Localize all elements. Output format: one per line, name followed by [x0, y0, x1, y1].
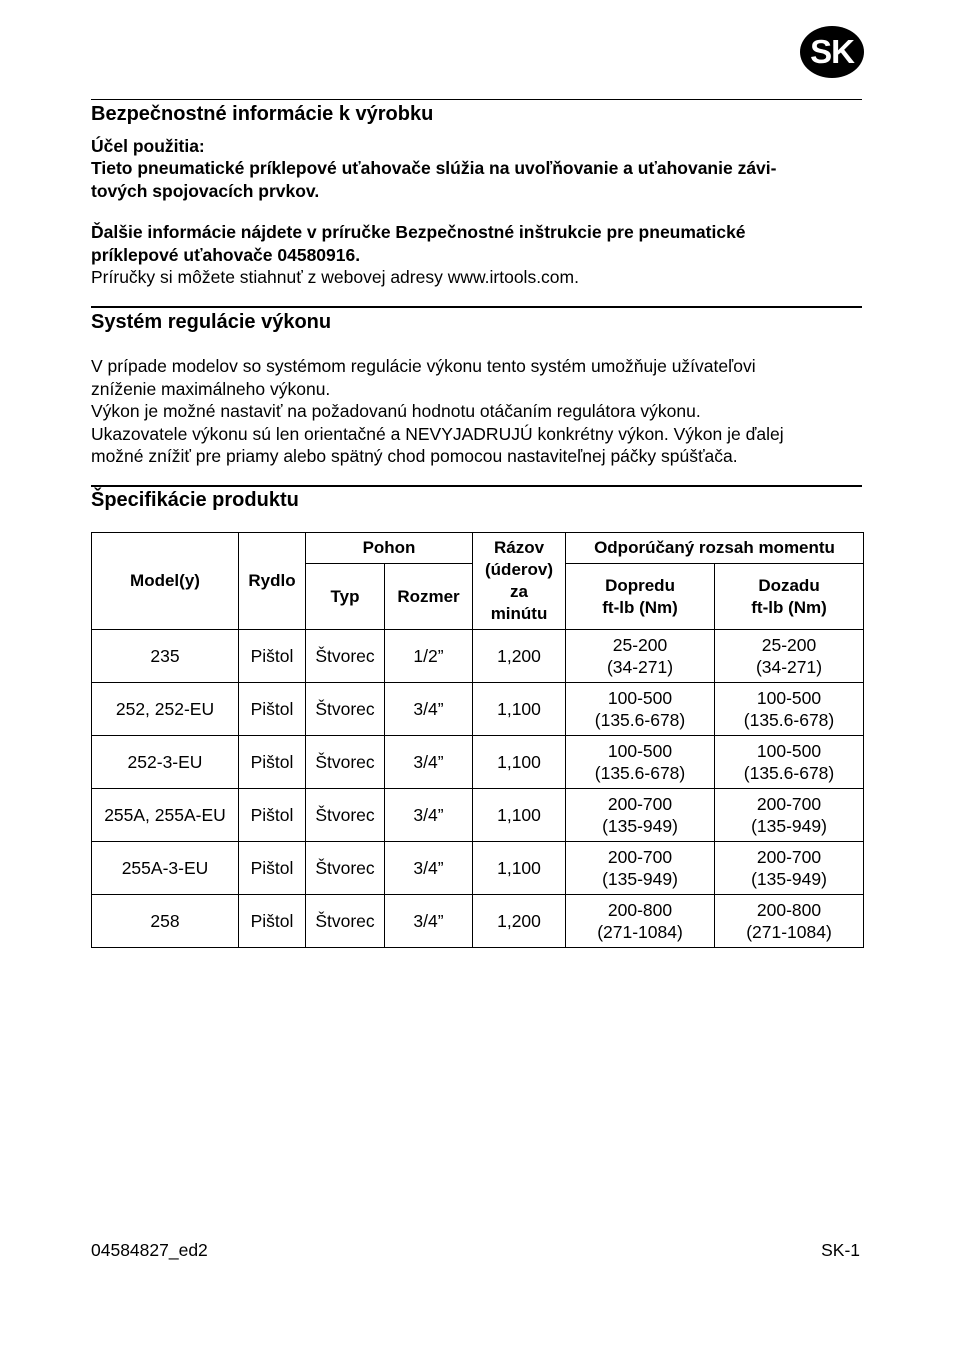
purpose-line-1: Tieto pneumatické príklepové uťahovače slúžia na uvoľňovanie a uťahovanie závi- [91, 158, 777, 178]
document-id: 04584827_ed2 [91, 1240, 208, 1260]
cell-model: 252-3-EU [92, 736, 239, 789]
cell-size: 3/4” [385, 842, 473, 895]
header-handle: Rydlo [239, 533, 306, 630]
cell-model: 252, 252-EU [92, 683, 239, 736]
section-title-specifications: Špecifikácie produktu [91, 489, 299, 511]
cell-model: 235 [92, 630, 239, 683]
table-row [92, 895, 864, 948]
header-forward: Dopredu ft-lb (Nm) [566, 564, 715, 630]
divider-top [91, 99, 862, 100]
cell-size: 1/2” [385, 630, 473, 683]
download-note: Príručky si môžete stiahnuť z webovej adresy www.irtools.com. [91, 267, 579, 287]
cell-bpm: 1,100 [473, 736, 566, 789]
cell-forward: 25-200 (34-271) [566, 630, 715, 683]
cell-bpm: 1,200 [473, 895, 566, 948]
cell-handle: Pištol [239, 630, 306, 683]
cell-bpm: 1,100 [473, 789, 566, 842]
cell-size: 3/4” [385, 683, 473, 736]
header-drive: Pohon [306, 533, 473, 564]
header-drive-size: Rozmer [385, 564, 473, 630]
cell-type: Štvorec [306, 895, 385, 948]
more-info-line-1: Ďalšie informácie nájdete v príručke Bezpečnostné inštrukcie pre pneumatické [91, 222, 746, 242]
section-title-safety: Bezpečnostné informácie k výrobku [91, 103, 434, 125]
power-text-line-1: V prípade modelov so systémom regulácie výkonu tento systém umožňuje užívateľovi [91, 356, 756, 376]
cell-forward: 200-700 (135-949) [566, 789, 715, 842]
cell-model: 255A-3-EU [92, 842, 239, 895]
cell-reverse: 200-700 (135-949) [715, 789, 864, 842]
purpose-label: Účel použitia: [91, 136, 205, 156]
section-title-power-regulation: Systém regulácie výkonu [91, 311, 332, 333]
cell-type: Štvorec [306, 630, 385, 683]
cell-forward: 200-800 (271-1084) [566, 895, 715, 948]
language-badge: SK [800, 26, 864, 78]
table-row [92, 789, 864, 842]
table-row [92, 736, 864, 789]
header-model: Model(y) [92, 533, 239, 630]
cell-handle: Pištol [239, 895, 306, 948]
cell-type: Štvorec [306, 736, 385, 789]
header-blows-per-minute: Rázov (úderov) za minútu [473, 533, 566, 630]
header-torque-range: Odporúčaný rozsah momentu [566, 533, 864, 564]
divider-power [91, 306, 862, 308]
cell-reverse: 25-200 (34-271) [715, 630, 864, 683]
table-row [92, 630, 864, 683]
more-info-line-2: príklepové uťahovače 04580916. [91, 245, 361, 265]
cell-handle: Pištol [239, 789, 306, 842]
cell-type: Štvorec [306, 789, 385, 842]
table-row [92, 683, 864, 736]
cell-handle: Pištol [239, 736, 306, 789]
cell-forward: 200-700 (135-949) [566, 842, 715, 895]
cell-bpm: 1,100 [473, 683, 566, 736]
cell-forward: 100-500 (135.6-678) [566, 683, 715, 736]
cell-handle: Pištol [239, 683, 306, 736]
power-text-line-5: možné znížiť pre priamy alebo spätný chod pomocou nastaviteľnej páčky spúšťača. [91, 446, 738, 466]
cell-handle: Pištol [239, 842, 306, 895]
power-text-line-2: zníženie maximálneho výkonu. [91, 379, 331, 399]
table-row [92, 842, 864, 895]
cell-size: 3/4” [385, 895, 473, 948]
cell-type: Štvorec [306, 842, 385, 895]
cell-type: Štvorec [306, 683, 385, 736]
cell-reverse: 200-800 (271-1084) [715, 895, 864, 948]
spec-table [91, 532, 864, 948]
cell-reverse: 100-500 (135.6-678) [715, 736, 864, 789]
header-reverse: Dozadu ft-lb (Nm) [715, 564, 864, 630]
cell-model: 258 [92, 895, 239, 948]
cell-model: 255A, 255A-EU [92, 789, 239, 842]
power-text-line-3: Výkon je možné nastaviť na požadovanú hodnotu otáčaním regulátora výkonu. [91, 401, 701, 421]
cell-reverse: 200-700 (135-949) [715, 842, 864, 895]
purpose-line-2: tových spojovacích prvkov. [91, 181, 320, 201]
divider-spec [91, 485, 862, 487]
cell-reverse: 100-500 (135.6-678) [715, 683, 864, 736]
page-number: SK-1 [821, 1240, 860, 1260]
cell-forward: 100-500 (135.6-678) [566, 736, 715, 789]
cell-size: 3/4” [385, 789, 473, 842]
header-drive-type: Typ [306, 564, 385, 630]
cell-bpm: 1,100 [473, 842, 566, 895]
cell-bpm: 1,200 [473, 630, 566, 683]
cell-size: 3/4” [385, 736, 473, 789]
power-text-line-4: Ukazovatele výkonu sú len orientačné a NEVYJADRUJÚ konkrétny výkon. Výkon je ďalej [91, 424, 784, 444]
